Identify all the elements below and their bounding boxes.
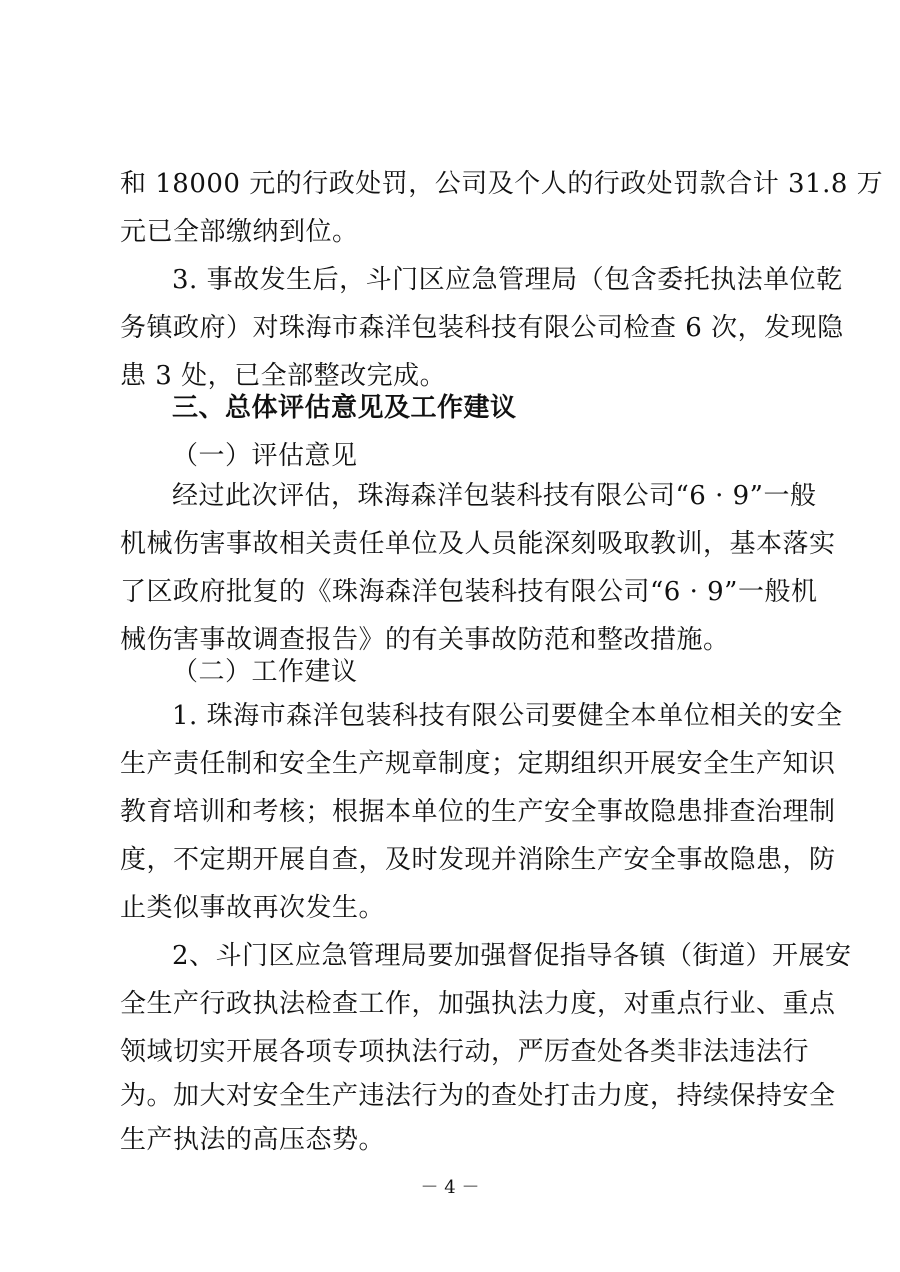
body-line: 生产执法的高压态势。: [120, 1125, 386, 1155]
body-line: 经过此次评估，珠海森洋包装科技有限公司“6 · 9”一般: [172, 481, 817, 511]
body-line: 度，不定期开展自查，及时发现并消除生产安全事故隐患，防: [120, 845, 836, 875]
body-line: 教育培训和考核；根据本单位的生产安全事故隐患排查治理制: [120, 797, 836, 827]
body-line: 为。加大对安全生产违法行为的查处打击力度，持续保持安全: [120, 1081, 836, 1111]
body-line: 1. 珠海市森洋包装科技有限公司要健全本单位相关的安全: [172, 701, 843, 731]
body-line: 和 18000 元的行政处罚，公司及个人的行政处罚款合计 31.8 万: [120, 169, 884, 199]
subsection-heading: （一）评估意见: [172, 441, 358, 471]
section-heading: 三、总体评估意见及工作建议: [172, 393, 517, 423]
body-line: 全生产行政执法检查工作，加强执法力度，对重点行业、重点: [120, 989, 836, 1019]
body-line: 元已全部缴纳到位。: [120, 217, 359, 247]
body-line: 3. 事故发生后，斗门区应急管理局（包含委托执法单位乾: [172, 265, 843, 295]
body-line: 了区政府批复的《珠海森洋包装科技有限公司“6 · 9”一般机: [120, 577, 818, 607]
body-line: 止类似事故再次发生。: [120, 893, 386, 923]
body-line: 务镇政府）对珠海市森洋包装科技有限公司检查 6 次，发现隐: [120, 313, 844, 343]
subsection-heading: （二）工作建议: [172, 657, 358, 687]
page-number: － 4 －: [420, 1177, 480, 1198]
body-line: 患 3 处，已全部整改完成。: [120, 361, 447, 391]
body-line: 生产责任制和安全生产规章制度；定期组织开展安全生产知识: [120, 749, 836, 779]
body-line: 2、斗门区应急管理局要加强督促指导各镇（街道）开展安: [172, 941, 852, 971]
body-line: 械伤害事故调查报告》的有关事故防范和整改措施。: [120, 625, 730, 655]
body-line: 领域切实开展各项专项执法行动，严厉查处各类非法违法行: [120, 1037, 810, 1067]
body-line: 机械伤害事故相关责任单位及人员能深刻吸取教训，基本落实: [120, 529, 836, 559]
